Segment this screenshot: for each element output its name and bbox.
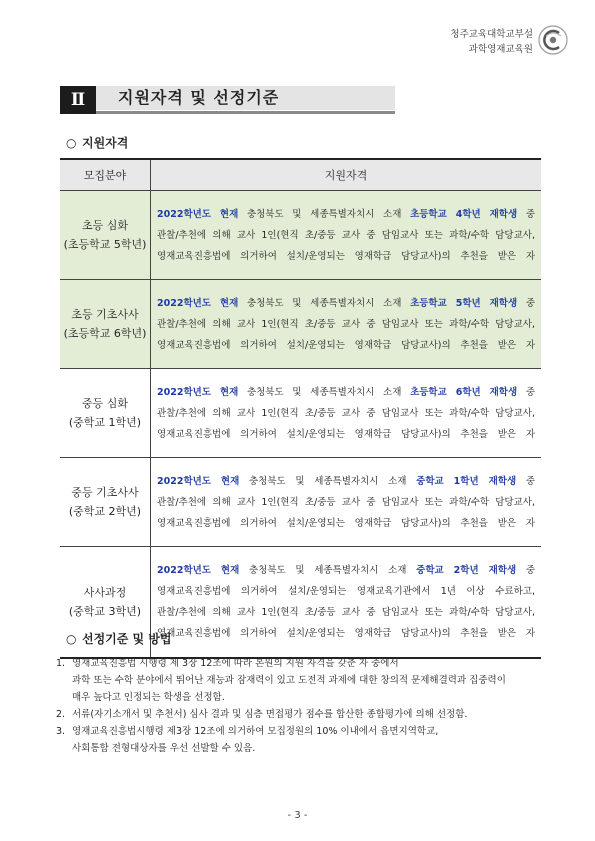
field-name: 사사과정	[83, 586, 127, 599]
recommendation-line: 영재교육진흥법에 의거하여 설치/운영되는 영재학급 담당교사)의 추천을 받은 자	[157, 628, 535, 639]
target-highlight: 초등학교 5학년 재학생	[410, 297, 518, 309]
list-line: 서류(자기소개서 및 추천서) 심사 결과 및 심층 면접평가 점수를 합산한 종합평가에 의해 선정함.	[72, 709, 468, 720]
field-grade: (중학교 1학년)	[68, 416, 142, 429]
qualification-table	[60, 158, 541, 659]
field-grade: (중학교 3학년)	[68, 605, 142, 618]
list-number: 3.	[56, 726, 66, 737]
year-highlight: 2022학년도 현재	[157, 297, 239, 309]
recommendation-line: 관찰/추천에 의해 교사 1인(현직 초/중등 교사 중 담임교사 또는 과학/수학 담당교사,	[157, 318, 535, 330]
list-line: 과학 또는 수학 분야에서 뛰어난 재능과 잠재력이 있고 도전적 과제에 대한 창의적 문제해결력과 집중력이	[72, 675, 506, 686]
column-header-qualification: 지원자격	[151, 159, 542, 191]
qualification-cell	[151, 369, 542, 458]
qualification-cell	[151, 547, 542, 659]
field-name: 초등 기초사사	[71, 308, 139, 321]
field-name: 중등 기초사사	[71, 486, 139, 499]
completion-line: 영재교육진흥법에 의거하여 설치/운영되는 영재교육기관에서 1년 이상 수료하고,	[157, 586, 535, 597]
list-item	[56, 723, 546, 757]
region-text: 충청북도 및 세종특별자치시 소재	[239, 475, 417, 487]
table-header-row	[60, 159, 541, 191]
field-grade: (초등학교 5학년)	[63, 238, 147, 251]
section-underline	[96, 111, 395, 114]
selection-list	[56, 655, 546, 757]
list-number: 2.	[56, 709, 66, 720]
year-highlight: 2022학년도 현재	[157, 475, 240, 487]
list-line: 영재교육진흥법시행령 제3장 12조에 의거하여 모집정원의 10% 이내에서 읍면지역학교,	[72, 726, 439, 737]
recommendation-line: 영재교육진흥법에 의거하여 설치/운영되는 영재학급 담당교사)의 추천을 받은 자	[157, 339, 535, 351]
year-highlight: 2022학년도 현재	[157, 565, 240, 576]
tail-text: 중	[517, 297, 536, 309]
region-text: 충청북도 및 세종특별자치시 소재	[239, 565, 417, 576]
tail-text: 중	[517, 386, 536, 398]
list-line: 영재교육진흥법 시행령 제 3장 12조에 따라 본원의 지원 자격을 갖춘 자 중에서	[72, 658, 399, 669]
table-row	[60, 280, 541, 369]
list-item	[56, 655, 546, 706]
list-item	[56, 706, 546, 723]
page-number: - 3 -	[287, 810, 308, 821]
year-highlight: 2022학년도 현재	[157, 386, 239, 398]
field-cell	[60, 458, 151, 547]
qualification-cell	[151, 458, 542, 547]
field-grade: (중학교 2학년)	[68, 505, 142, 518]
field-grade: (초등학교 6학년)	[63, 327, 147, 340]
target-highlight: 초등학교 4학년 재학생	[410, 208, 518, 220]
region-text: 충청북도 및 세종특별자치시 소재	[238, 297, 411, 309]
field-name: 중등 심화	[81, 397, 128, 410]
field-cell	[60, 191, 151, 280]
tail-text: 중	[517, 208, 536, 220]
selection-heading	[66, 630, 172, 647]
recommendation-line: 영재교육진흥법에 의거하여 설치/운영되는 영재학급 담당교사)의 추천을 받은 자	[157, 517, 535, 529]
institution-logo-icon	[537, 24, 569, 56]
region-text: 충청북도 및 세종특별자치시 소재	[238, 208, 411, 220]
region-text: 충청북도 및 세종특별자치시 소재	[238, 386, 411, 398]
table-row	[60, 191, 541, 280]
org-name-line2: 과학영재교육원	[468, 44, 533, 55]
table-row	[60, 369, 541, 458]
qualification-heading-text: 지원자격	[82, 136, 129, 150]
list-line: 사회통합 전형대상자를 우선 선발할 수 있음.	[72, 743, 256, 754]
circle-bullet-icon: ○	[66, 632, 77, 646]
org-name	[450, 27, 533, 57]
selection-heading-text: 선정기준 및 방법	[82, 632, 172, 646]
recommendation-line: 관찰/추천에 의해 교사 1인(현직 초/중등 교사 중 담임교사 또는 과학/수학 담당교사,	[157, 496, 535, 508]
qualification-cell	[151, 280, 542, 369]
org-name-line1: 청주교육대학교부설	[450, 29, 533, 40]
list-line: 매우 높다고 인정되는 학생을 선정함.	[72, 692, 225, 703]
recommendation-line: 관찰/추천에 의해 교사 1인(현직 초/중등 교사 중 담임교사 또는 과학/수학 담당교사,	[157, 607, 535, 618]
table-row	[60, 458, 541, 547]
field-cell	[60, 280, 151, 369]
recommendation-line: 영재교육진흥법에 의거하여 설치/운영되는 영재학급 담당교사)의 추천을 받은 자	[157, 250, 535, 262]
recommendation-line: 관찰/추천에 의해 교사 1인(현직 초/중등 교사 중 담임교사 또는 과학/수학 담당교사,	[157, 407, 535, 419]
section-title: 지원자격 및 선정기준	[96, 86, 395, 110]
recommendation-line: 관찰/추천에 의해 교사 1인(현직 초/중등 교사 중 담임교사 또는 과학/수학 담당교사,	[157, 229, 535, 241]
section-number: Ⅱ	[60, 86, 96, 114]
year-highlight: 2022학년도 현재	[157, 208, 239, 220]
tail-text: 중	[516, 475, 535, 487]
qualification-cell	[151, 191, 542, 280]
recommendation-line: 영재교육진흥법에 의거하여 설치/운영되는 영재학급 담당교사)의 추천을 받은 자	[157, 428, 535, 440]
tail-text: 중	[516, 565, 535, 576]
target-highlight: 중학교 1학년 재학생	[416, 475, 517, 487]
field-cell	[60, 369, 151, 458]
target-highlight: 초등학교 6학년 재학생	[410, 386, 518, 398]
field-name: 초등 심화	[81, 219, 128, 232]
circle-bullet-icon: ○	[66, 136, 77, 150]
column-header-field: 모집분야	[60, 159, 151, 191]
list-number: 1.	[56, 658, 66, 669]
qualification-heading	[66, 134, 128, 151]
section-heading	[60, 86, 395, 114]
target-highlight: 중학교 2학년 재학생	[416, 565, 517, 576]
